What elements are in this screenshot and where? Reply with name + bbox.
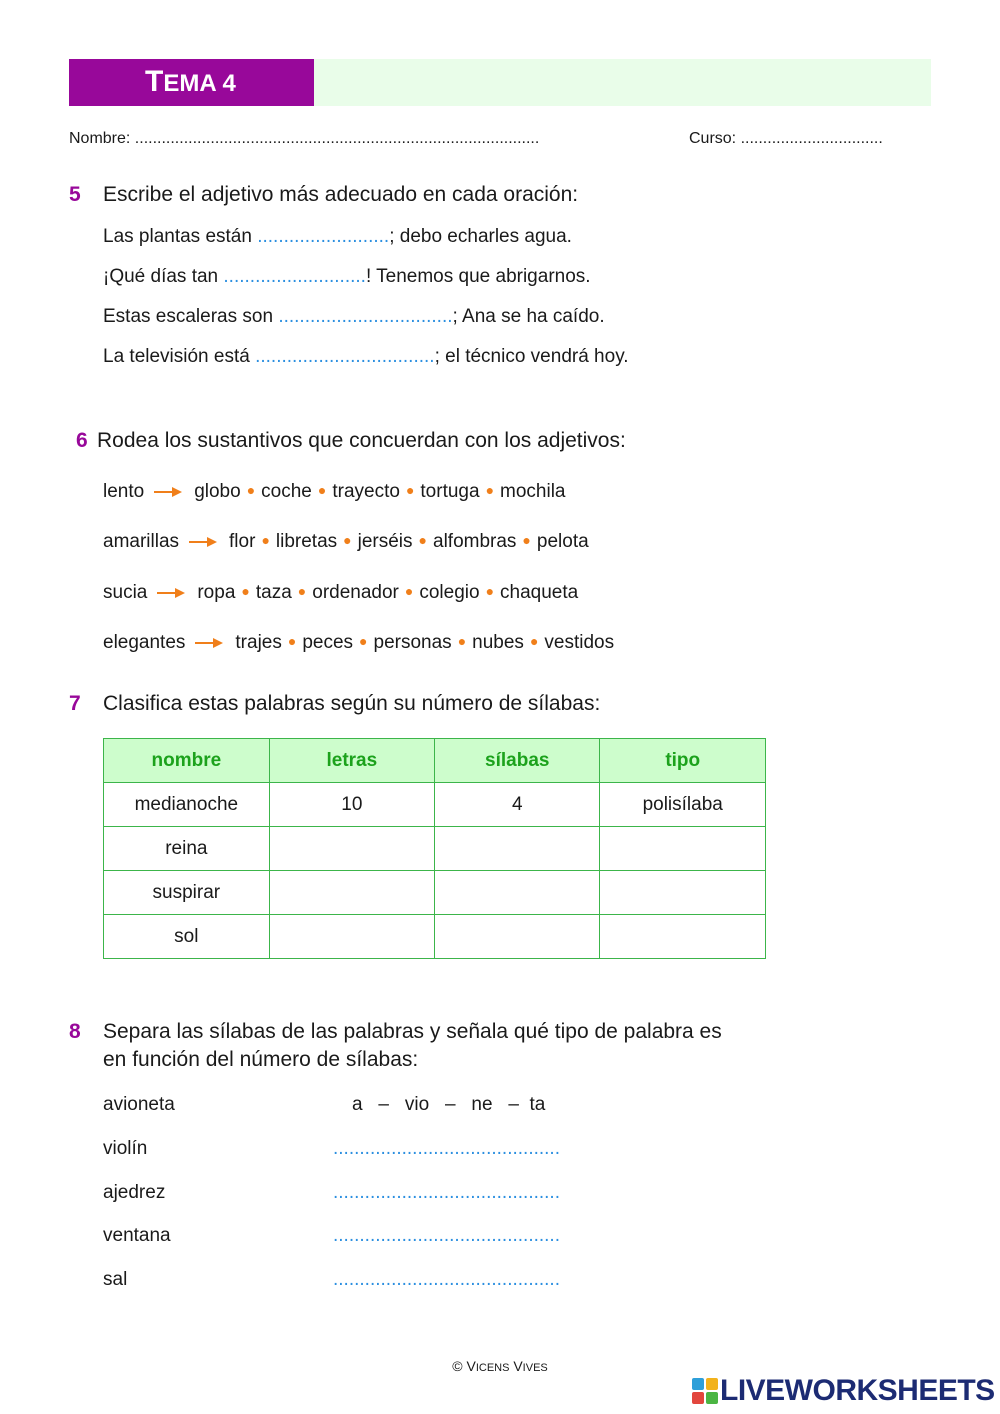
ex5-sentence: Las plantas están .........................; debo echarles agua. [103,226,572,247]
ex6-row [103,479,566,505]
answer-cell[interactable] [600,827,766,871]
noun-option[interactable]: taza [255,582,292,603]
tema-bar [314,59,931,106]
tema-title: TEMA 4 [145,65,236,98]
col-header: tipo [600,739,766,783]
curso-field[interactable]: Curso: ................................ [689,130,883,147]
answer-blank[interactable]: ......................... [257,226,390,247]
noun-option[interactable]: peces [302,632,354,653]
table-header-row [104,739,766,783]
col-header: sílabas [435,739,600,783]
table-cell: 4 [435,783,600,827]
noun-option[interactable]: globo [194,481,241,502]
adjective: lento [103,481,145,502]
bullet-separator: ● [522,532,531,548]
noun-option[interactable]: nubes [472,632,524,653]
exercise-5-title: Escribe el adjetivo más adecuado en cada oración: [103,183,579,206]
noun-option[interactable]: flor [229,531,256,552]
exercise-7-title: Clasifica estas palabras según su número de sílabas: [103,692,601,715]
answer-cell[interactable] [435,915,600,959]
col-header: letras [269,739,434,783]
bullet-separator: ● [529,633,539,649]
answer-blank[interactable]: ................................. [278,306,453,327]
answer-cell[interactable] [269,915,434,959]
bullet-separator: ● [297,583,307,599]
noun-option[interactable]: alfombras [433,531,517,552]
ex5-sentence: Estas escaleras son .................................; Ana se ha caído. [103,306,605,327]
table-cell: medianoche [104,783,270,827]
col-header: nombre [104,739,270,783]
answer-blank[interactable]: ........................................... [333,1182,560,1203]
ex5-sentence: ¡Qué días tan ...........................! Tenemos que abrigarnos. [103,266,591,287]
ex8-word: avioneta [103,1094,175,1115]
arrow-right-icon [189,537,217,547]
noun-option[interactable]: ordenador [312,582,399,603]
noun-option[interactable]: vestidos [544,632,615,653]
arrow-right-icon [154,487,182,497]
noun-option[interactable]: colegio [419,582,480,603]
ex8-word: ajedrez [103,1182,166,1203]
exercise-8-title-line2: en función del número de sílabas: [103,1048,419,1071]
noun-option[interactable]: personas [373,632,452,653]
noun-option[interactable]: chaqueta [500,582,579,603]
ex6-row [103,580,578,606]
table-cell: 10 [269,783,434,827]
exercise-8-title-line1: Separa las sílabas de las palabras y señala qué tipo de palabra es [103,1020,722,1043]
table-row [104,783,766,827]
table-cell: reina [104,827,270,871]
table-cell: suspirar [104,871,270,915]
table-row [104,871,766,915]
exercise-6-number: 6 [76,429,88,452]
bullet-separator: ● [261,532,270,548]
answer-cell[interactable] [435,871,600,915]
answer-cell[interactable] [269,827,434,871]
adjective: sucia [103,582,148,603]
noun-option[interactable]: pelota [536,531,589,552]
table-cell: sol [104,915,270,959]
liveworksheets-icon [692,1378,718,1404]
ex8-word: violín [103,1138,148,1159]
noun-option[interactable]: mochila [500,481,566,502]
answer-cell[interactable] [600,871,766,915]
copyright: © VICENS VIVES [452,1358,548,1374]
table-row [104,915,766,959]
answer-blank[interactable]: ........................................... [333,1138,560,1159]
noun-option[interactable]: trajes [235,632,282,653]
ex8-word: ventana [103,1225,171,1246]
bullet-separator: ● [404,583,414,599]
answer-blank[interactable]: .................................. [255,346,435,367]
arrow-right-icon [157,588,185,598]
noun-option[interactable]: coche [261,481,312,502]
noun-option[interactable]: libretas [275,531,338,552]
adjective: amarillas [103,531,180,552]
answer-cell[interactable] [269,871,434,915]
table-cell: polisílaba [600,783,766,827]
noun-option[interactable]: tortuga [420,481,480,502]
bullet-separator: ● [343,532,352,548]
bullet-separator: ● [246,482,256,498]
noun-option[interactable]: trayecto [332,481,400,502]
exercise-5-number: 5 [69,183,81,206]
bullet-separator: ● [418,532,427,548]
answer-cell[interactable] [600,915,766,959]
bullet-separator: ● [359,633,368,649]
bullet-separator: ● [241,583,250,599]
answer-cell[interactable] [435,827,600,871]
answer-blank[interactable]: ........................................... [333,1225,560,1246]
noun-option[interactable]: ropa [197,582,236,603]
table-row [104,827,766,871]
liveworksheets-logo[interactable]: LIVEWORKSHEETS [692,1374,995,1408]
exercise-6-title: Rodea los sustantivos que concuerdan con los adjetivos: [97,429,626,452]
bullet-separator: ● [485,482,495,498]
arrow-right-icon [195,638,223,648]
bullet-separator: ● [317,482,327,498]
ex5-sentence: La televisión está ..................................; el técnico vendrá hoy. [103,346,629,367]
bullet-separator: ● [457,633,467,649]
bullet-separator: ● [405,482,415,498]
exercise-7-number: 7 [69,692,81,715]
syllable-table [103,738,766,959]
ex6-row [103,630,614,656]
ex6-row [103,529,589,555]
answer-blank[interactable]: ........................................... [333,1269,560,1290]
ex8-example-syllables: a – vio – ne – ta [352,1094,546,1115]
answer-blank[interactable]: ........................... [223,266,366,287]
ex8-word: sal [103,1269,128,1290]
exercise-8-number: 8 [69,1020,81,1043]
bullet-separator: ● [485,583,495,599]
bullet-separator: ● [287,633,297,649]
noun-option[interactable]: jerséis [357,531,413,552]
nombre-field[interactable]: Nombre: ........................................................................................... [69,130,540,147]
adjective: elegantes [103,632,186,653]
